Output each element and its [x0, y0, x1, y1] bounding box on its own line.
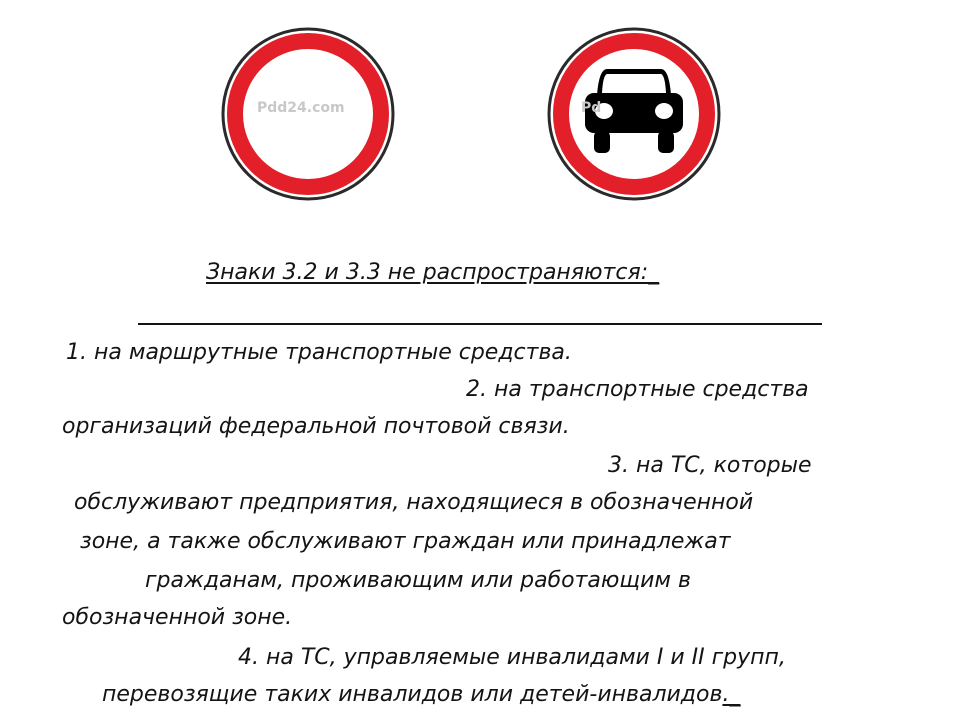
heading: Знаки 3.2 и 3.3 не распространяются:_ [206, 260, 660, 285]
underline-rule [138, 323, 822, 325]
list-item-3-line-1: 3. на ТС, которые [608, 453, 812, 478]
list-item-4-end: ._ [722, 682, 741, 707]
list-item-3-line-2: обслуживают предприятия, находящиеся в обозначенной [74, 490, 754, 515]
list-item-4-line-1: 4. на ТС, управляемые инвалидами I и II групп, [238, 645, 786, 670]
list-item-3-line-3: зоне, а также обслуживают граждан или принадлежат [80, 529, 731, 554]
no-motor-vehicles-sign [547, 27, 721, 201]
list-item-4-text: перевозящие таких инвалидов или детей-инвалидов [102, 682, 723, 707]
list-item-1: 1. на маршрутные транспортные средства. [66, 340, 572, 365]
list-item-4-line-2 [102, 680, 740, 710]
watermark-text: Pdd24.com [257, 100, 345, 116]
list-item-3-line-5: обозначенной зоне. [62, 605, 293, 630]
list-item-2-line-2: организаций федеральной почтовой связи. [62, 414, 570, 439]
no-motor-vehicles-sign-icon [547, 27, 721, 201]
watermark-text: Pd [581, 100, 602, 116]
list-item-2-line-1: 2. на транспортные средства [466, 377, 809, 402]
list-item-3-line-4: гражданам, проживающим или работающим в [145, 568, 691, 593]
no-vehicles-sign [221, 27, 395, 201]
